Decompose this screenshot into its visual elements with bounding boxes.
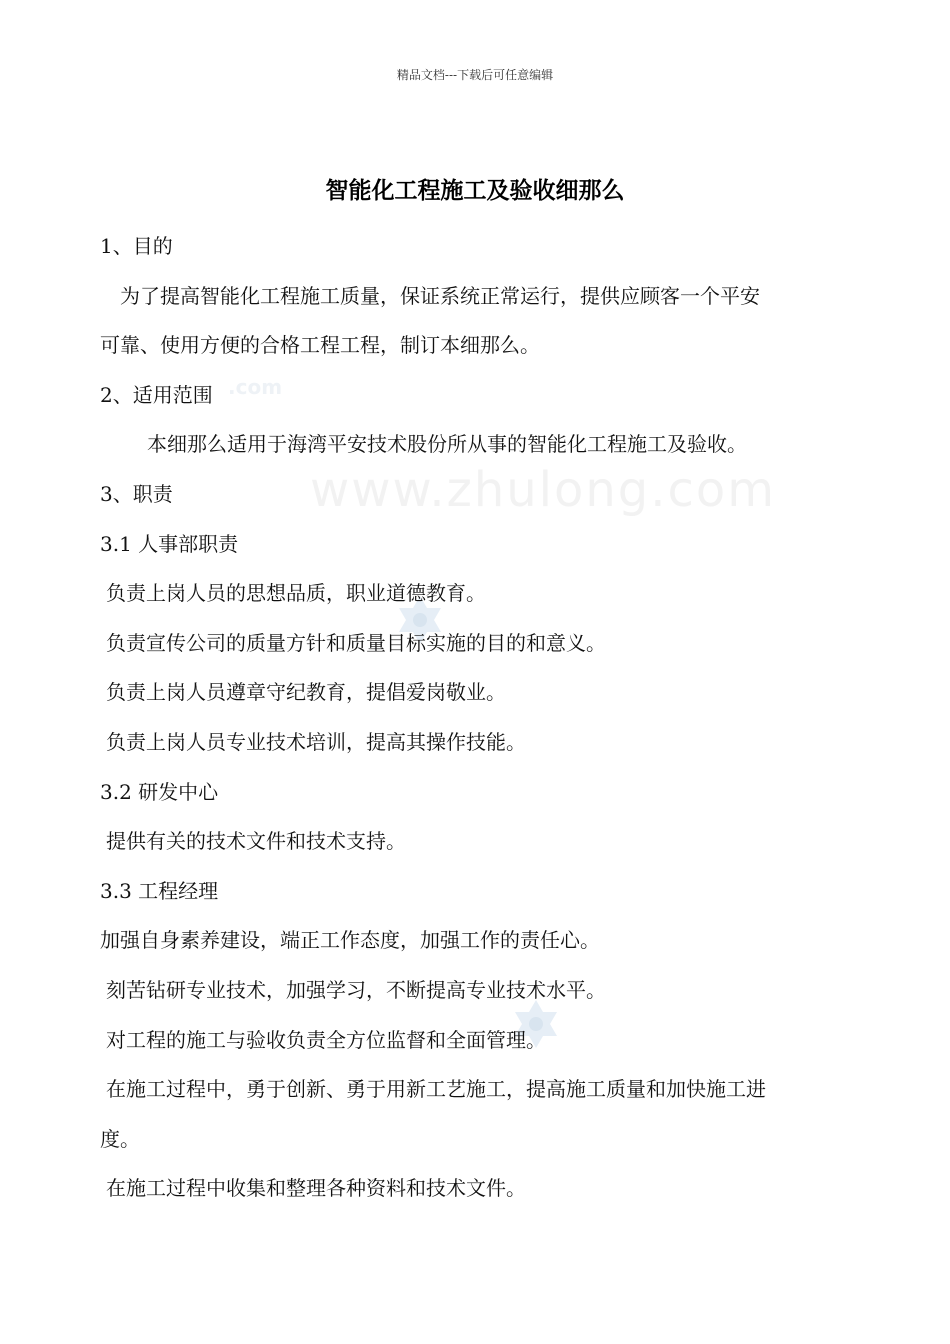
section-heading-scope: 2、适用范围 (100, 382, 213, 407)
paragraph-line: 为了提高智能化工程施工质量，保证系统正常运行，提供应顾客一个平安 (120, 283, 760, 308)
list-item-continuation: 度。 (100, 1126, 140, 1151)
list-item: 对工程的施工与验收负责全方位监督和全面管理。 (106, 1027, 546, 1052)
list-item: 负责宣传公司的质量方针和质量目标实施的目的和意义。 (106, 630, 606, 655)
section-heading-duties: 3、职责 (100, 481, 173, 506)
watermark-text-small: .com (228, 375, 283, 399)
list-item: 负责上岗人员专业技术培训，提高其操作技能。 (106, 729, 526, 754)
paragraph-line: 可靠、使用方便的合格工程工程，制订本细那么。 (100, 333, 540, 358)
list-item: 负责上岗人员遵章守纪教育，提倡爱岗敬业。 (106, 680, 506, 705)
watermark-text: www.zhulong.com (310, 462, 777, 518)
list-item: 刻苦钻研专业技术，加强学习，不断提高专业技术水平。 (106, 977, 606, 1002)
list-item: 加强自身素养建设，端正工作态度，加强工作的责任心。 (100, 928, 600, 953)
subsection-heading-rd: 3.2 研发中心 (100, 779, 219, 804)
list-item: 在施工过程中收集和整理各种资料和技术文件。 (106, 1176, 526, 1201)
list-item: 在施工过程中，勇于创新、勇于用新工艺施工，提高施工质量和加快施工进 (106, 1077, 766, 1102)
section-heading-purpose: 1、目的 (100, 234, 173, 258)
list-item: 提供有关的技术文件和技术支持。 (106, 829, 406, 854)
list-item: 负责上岗人员的思想品质，职业道德教育。 (106, 581, 486, 606)
document-title: 智能化工程施工及验收细那么 (325, 177, 625, 204)
document-body (100, 222, 852, 1214)
paragraph-line: 本细那么适用于海湾平安技术股份所从事的智能化工程施工及验收。 (147, 432, 747, 457)
subsection-heading-hr: 3.1 人事部职责 (100, 531, 239, 556)
header-note: 精品文档---下载后可任意编辑 (396, 68, 554, 82)
subsection-heading-pm: 3.3 工程经理 (100, 878, 219, 903)
